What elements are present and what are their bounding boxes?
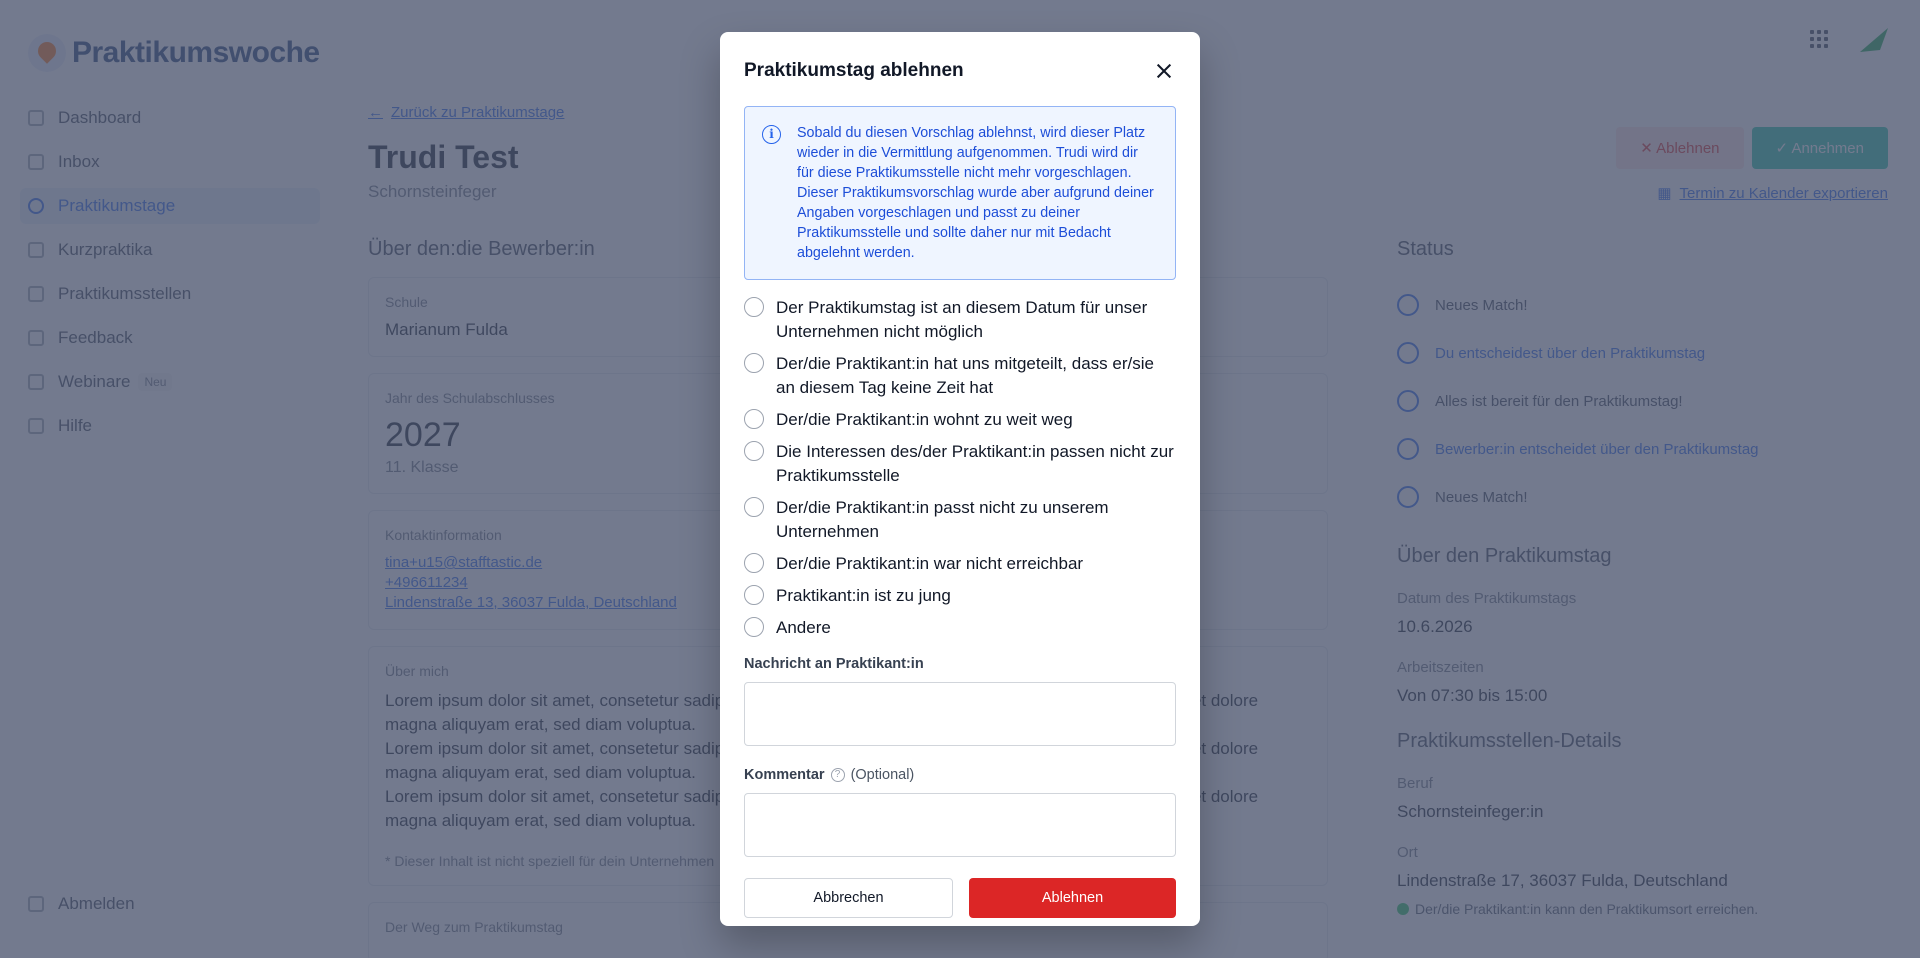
optional-hint: (Optional) (850, 767, 915, 783)
radio-button[interactable] (744, 617, 764, 637)
comment-textarea[interactable] (744, 793, 1176, 857)
comment-label (744, 767, 1176, 783)
radio-button[interactable] (744, 353, 764, 373)
info-alert (744, 106, 1176, 280)
reason-radio-group (744, 296, 1176, 640)
reason-option[interactable] (744, 496, 1176, 544)
reason-label: Der/die Praktikant:in passt nicht zu unserem Unternehmen (776, 498, 1109, 541)
reason-label: Der/die Praktikant:in wohnt zu weit weg (776, 410, 1073, 429)
reject-dialog (720, 32, 1200, 926)
radio-button[interactable] (744, 409, 764, 429)
dialog-footer (744, 878, 1176, 918)
dialog-header (744, 56, 1176, 86)
reason-option[interactable] (744, 552, 1176, 576)
radio-button[interactable] (744, 553, 764, 573)
comment-label-text: Kommentar (744, 767, 825, 783)
close-icon[interactable] (1152, 59, 1176, 83)
help-icon[interactable]: ? (831, 768, 845, 782)
radio-button[interactable] (744, 497, 764, 517)
info-text: Sobald du diesen Vorschlag ablehnst, wird dieser Platz wieder in die Vermittlung aufgenommen. Trudi wird dir für diese Praktikumsstelle nicht mehr vorgeschlagen. Dieser Praktikumsvorschlag wurde aber aufgrund deiner Angaben vorgeschlagen und passt zu deiner Praktikumsstelle und sollte daher nur mit Bedacht abgelehnt werden. (797, 125, 1154, 261)
reason-option[interactable] (744, 408, 1176, 432)
reason-option[interactable] (744, 616, 1176, 640)
message-label-text: Nachricht an Praktikant:in (744, 656, 924, 672)
message-label (744, 656, 1176, 672)
reason-option[interactable] (744, 352, 1176, 400)
reason-label: Andere (776, 618, 831, 637)
confirm-reject-button[interactable]: Ablehnen (969, 878, 1176, 918)
reason-label: Praktikant:in ist zu jung (776, 586, 951, 605)
reason-option[interactable] (744, 584, 1176, 608)
reason-label: Der/die Praktikant:in hat uns mitgeteilt, dass er/sie an diesem Tag keine Zeit hat (776, 354, 1154, 397)
radio-button[interactable] (744, 297, 764, 317)
reason-label: Der Praktikumstag ist an diesem Datum für unser Unternehmen nicht möglich (776, 298, 1148, 341)
reason-option[interactable] (744, 440, 1176, 488)
message-textarea[interactable] (744, 682, 1176, 746)
reason-option[interactable] (744, 296, 1176, 344)
dialog-title: Praktikumstag ablehnen (744, 60, 964, 81)
cancel-button[interactable]: Abbrechen (744, 878, 953, 918)
info-icon: i (762, 125, 781, 144)
radio-button[interactable] (744, 441, 764, 461)
reason-label: Die Interessen des/der Praktikant:in passen nicht zur Praktikumsstelle (776, 442, 1174, 485)
radio-button[interactable] (744, 585, 764, 605)
reason-label: Der/die Praktikant:in war nicht erreichbar (776, 554, 1084, 573)
